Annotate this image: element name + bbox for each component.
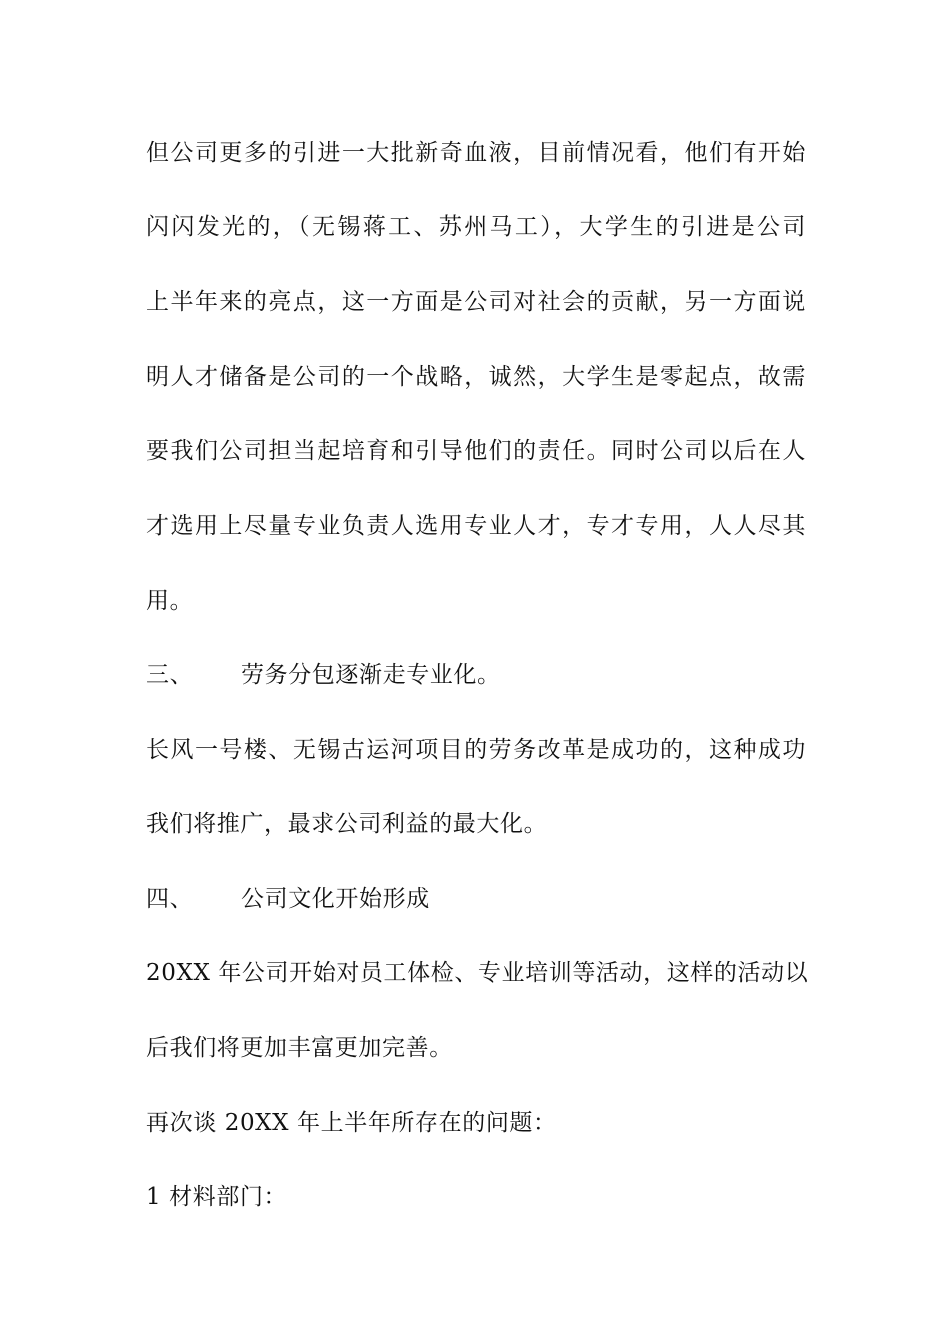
problems-intro: 再次谈 20XX 年上半年所存在的问题： — [146, 1110, 557, 1136]
paragraph-line: 后我们将更加丰富更加完善。 — [146, 1035, 453, 1061]
paragraph-line: 但公司更多的引进一大批新奇血液，目前情况看，他们有开始 — [146, 140, 806, 166]
section-number: 四、 — [146, 886, 194, 912]
problems-item: 1 材料部门： — [146, 1184, 288, 1210]
paragraph-line: 用。 — [146, 588, 194, 614]
paragraph-line: 闪闪发光的，（无锡蒋工、苏州马工），大学生的引进是公司 — [146, 214, 806, 240]
section-title: 劳务分包逐渐走专业化。 — [241, 662, 501, 688]
section-heading-3 — [146, 660, 501, 690]
section-number: 三、 — [146, 662, 194, 688]
paragraph-line: 上半年来的亮点，这一方面是公司对社会的贡献，另一方面说 — [146, 289, 806, 315]
paragraph-line: 我们将推广，最求公司利益的最大化。 — [146, 811, 548, 837]
paragraph-line: 才选用上尽量专业负责人选用专业人才，专才专用，人人尽其 — [146, 513, 806, 539]
paragraph-line: 长风一号楼、无锡古运河项目的劳务改革是成功的，这种成功 — [146, 737, 806, 763]
paragraph-line: 明人才储备是公司的一个战略，诚然，大学生是零起点，故需 — [146, 364, 806, 390]
section-heading-4 — [146, 884, 430, 914]
paragraph-line: 20XX 年公司开始对员工体检、专业培训等活动，这样的活动以 — [146, 960, 809, 986]
section-title: 公司文化开始形成 — [241, 886, 430, 912]
paragraph-line: 要我们公司担当起培育和引导他们的责任。同时公司以后在人 — [146, 438, 806, 464]
